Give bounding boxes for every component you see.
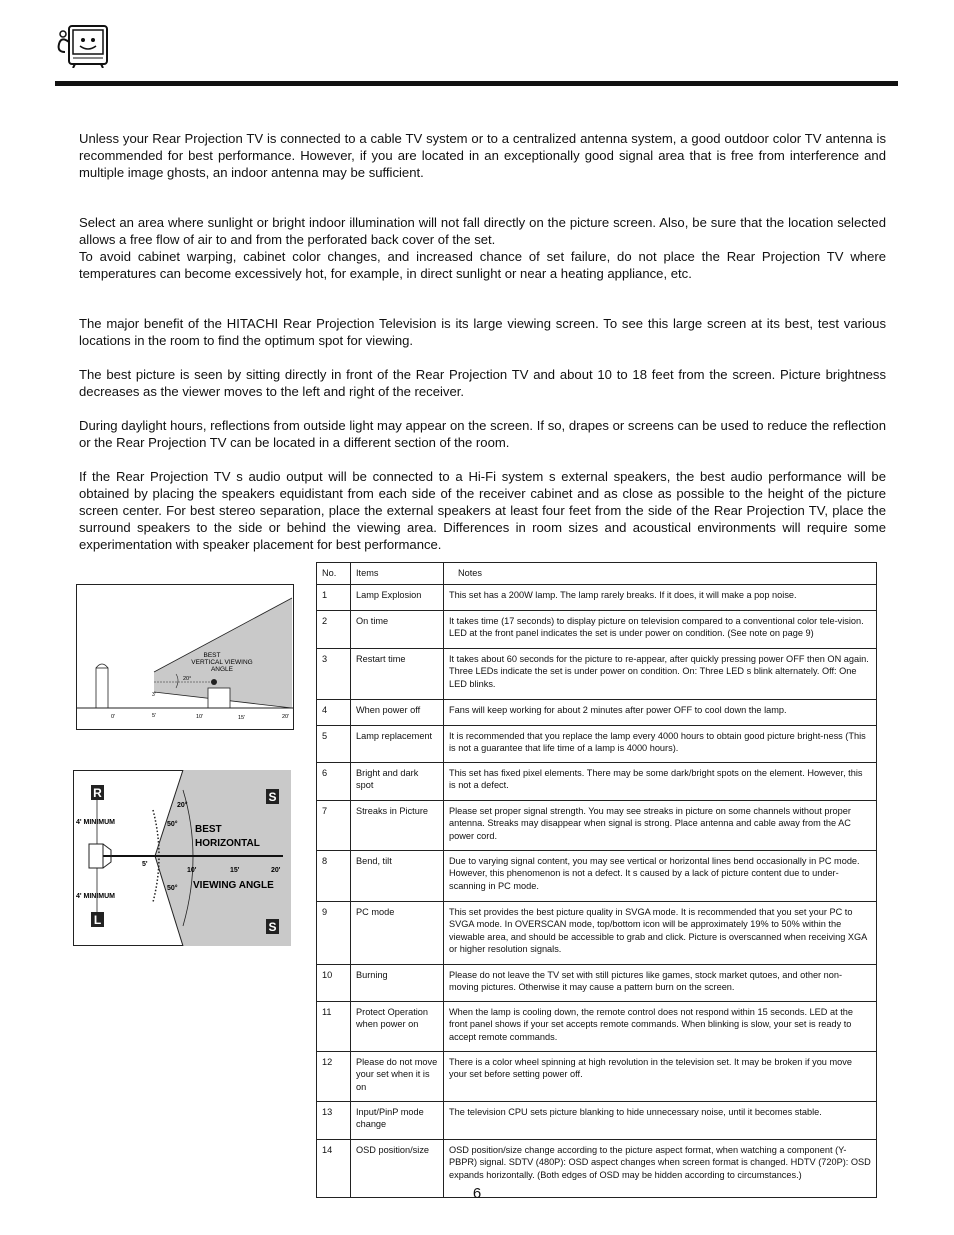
row-item: Input/PinP mode change	[351, 1101, 444, 1139]
header-notes: Notes	[444, 563, 877, 585]
angle-20-label: 20°	[177, 802, 188, 809]
header-rule	[55, 81, 898, 86]
row-number: 4	[317, 699, 351, 725]
height-3ft: 3'	[152, 692, 156, 698]
speaker-s-top-label: S	[268, 790, 277, 804]
row-item: Streaks in Picture	[351, 800, 444, 850]
table-row	[317, 1101, 877, 1139]
table-row	[317, 725, 877, 762]
row-number: 12	[317, 1051, 351, 1101]
table-header-row	[317, 563, 877, 585]
row-number: 14	[317, 1139, 351, 1197]
horizontal-viewing-angle-figure	[73, 770, 291, 946]
row-item: Bend, tilt	[351, 850, 444, 901]
tick-10: 10'	[196, 714, 204, 720]
paragraph-audio: If the Rear Projection TV s audio output will be connected to a Hi-Fi system s external speakers, the best audio performance will be obtained by placing the speakers equidistant from each side of the receiver cabinet and as close as possible to the height of the picture screen center. For best stereo separation, place the external speakers at least four feet from the side of the Rear Projection TV, place the surround speakers to the side or behind the viewing area. Differences in room sizes and acoustical environments will require some experimentation with speaker placement for best performance.	[79, 469, 886, 552]
minimum-bottom-label: 4' MINIMUM	[76, 893, 115, 900]
row-item: Protect Operation when power on	[351, 1001, 444, 1051]
row-number: 3	[317, 648, 351, 699]
dist-20-label: 20'	[271, 867, 281, 874]
table-row	[317, 762, 877, 800]
paragraph-best-picture: The best picture is seen by sitting directly in front of the Rear Projection TV and about 10 to 18 feet from the screen. Picture brightness decreases as the viewer moves to the left and right of the receiver.	[79, 367, 886, 399]
row-number: 9	[317, 901, 351, 964]
table-row	[317, 584, 877, 610]
paragraph-location: Select an area where sunlight or bright indoor illumination will not fall directly on the picture screen. Also, be sure that the location selected allows a free flow of air to and from the perforated back cover of the set.	[79, 215, 886, 247]
table-row	[317, 699, 877, 725]
angle-50-top-label: 50°	[167, 821, 178, 828]
row-note: Please do not leave the TV set with still pictures like games, stock market qutoes, and other non-moving pictures. Otherwise it may cause a pattern burn on the screen.	[444, 964, 877, 1001]
label-best-h: BEST	[195, 824, 222, 835]
row-note: OSD position/size change according to the picture aspect format, when watching a component (Y-PBPR) signal. SDTV (480P): OSD aspect changes when screen format is changed. HDTV (720P): OSD expands horizontally. (Both edges of OSD may be hidden according to circumstances.)	[444, 1139, 877, 1197]
row-item: When power off	[351, 699, 444, 725]
row-note: It takes about 60 seconds for the picture to re-appear, after quickly pressing power OFF then ON again. Three LEDs indicate the set is under power on condition. On: Three LED s blink alternately. Off: One LED blinks.	[444, 648, 877, 699]
row-note: The television CPU sets picture blanking to hide unnecessary noise, until it becomes stable.	[444, 1101, 877, 1139]
row-number: 10	[317, 964, 351, 1001]
angle-20: 20°	[183, 676, 192, 682]
label-angle: ANGLE	[210, 666, 234, 673]
row-number: 6	[317, 762, 351, 800]
angle-50-bottom-label: 50°	[167, 885, 178, 892]
row-number: 1	[317, 584, 351, 610]
tick-5: 5'	[152, 713, 157, 719]
row-number: 7	[317, 800, 351, 850]
notes-table	[316, 562, 877, 1198]
row-item: Burning	[351, 964, 444, 1001]
table-row	[317, 964, 877, 1001]
header-items: Items	[351, 563, 444, 585]
dist-10-label: 10'	[187, 867, 197, 874]
label-horizontal: HORIZONTAL	[195, 838, 260, 849]
row-note: Fans will keep working for about 2 minutes after power OFF to cool down the lamp.	[444, 699, 877, 725]
speaker-s-bottom-label: S	[268, 920, 277, 934]
row-note: It takes time (17 seconds) to display picture on television compared to a conventional color tele-vision. LED at the front panel indicates the set is under power on condition. (See note on page 9)	[444, 610, 877, 648]
body-text	[79, 130, 886, 553]
paragraph-antenna: Unless your Rear Projection TV is connected to a cable TV system or to a centralized antenna system, a good outdoor color TV antenna is recommended for best performance. However, if you are located in an exceptionally good signal area that is free from interference and multiple image ghosts, an indoor antenna may be sufficient.	[79, 131, 886, 180]
paragraph-warping: To avoid cabinet warping, cabinet color changes, and increased chance of set failure, do not place the Rear Projection TV where temperatures can become excessively hot, for example, in direct sunlight or near a heating appliance, etc.	[79, 249, 886, 281]
table-row	[317, 610, 877, 648]
tick-0: 0'	[111, 714, 116, 720]
row-note: Please set proper signal strength. You may see streaks in picture on some channels without proper antenna. Streaks may disappear when signal is strong. Place antenna and cable away from the AC power cord.	[444, 800, 877, 850]
vertical-viewing-angle-figure	[76, 584, 294, 730]
row-item: Lamp Explosion	[351, 584, 444, 610]
row-note: There is a color wheel spinning at high revolution in the television set. It may be broken if you move your set before setting power off.	[444, 1051, 877, 1101]
row-item: On time	[351, 610, 444, 648]
row-number: 2	[317, 610, 351, 648]
row-item: Lamp replacement	[351, 725, 444, 762]
tv-mascot-logo	[55, 22, 109, 68]
paragraph-benefit: The major benefit of the HITACHI Rear Projection Television is its large viewing screen. To see this large screen at its best, test various locations in the room to find the optimum spot for viewing.	[79, 316, 886, 348]
row-note: This set provides the best picture quality in SVGA mode. It is recommended that you set your PC to SVGA mode. In OVERSCAN mode, top/bottom icon will be approximately 19% to 50% within the viewable area, and should be accessible to grab and click. Picture is overscanned when receiving XGA or higher resolution signals.	[444, 901, 877, 964]
table-row	[317, 901, 877, 964]
row-note: This set has fixed pixel elements. There may be some dark/bright spots on the element. However, this is not a defect.	[444, 762, 877, 800]
label-viewing-angle: VIEWING ANGLE	[193, 880, 274, 891]
row-item: OSD position/size	[351, 1139, 444, 1197]
header-no: No.	[317, 563, 351, 585]
row-number: 8	[317, 850, 351, 901]
row-note: Due to varying signal content, you may see vertical or horizontal lines bend occasionally in PC mode. However, this phenomenon is not a defect. It s caused by a lack of picture content due to under-scanning in PC mode.	[444, 850, 877, 901]
row-note: It is recommended that you replace the lamp every 4000 hours to obtain good picture bright-ness (This is not a guarantee that life time of a lamp is 4000 hours).	[444, 725, 877, 762]
paragraph-daylight: During daylight hours, reflections from outside light may appear on the screen. If so, drapes or screens can be used to reduce the reflection or the Rear Projection TV can be located in a different section of the room.	[79, 418, 886, 450]
label-vertical-viewing: VERTICAL VIEWING	[191, 659, 253, 666]
row-item: Please do not move your set when it is on	[351, 1051, 444, 1101]
dist-5-label: 5'	[142, 861, 148, 868]
tick-20: 20'	[282, 714, 290, 720]
tick-15: 15'	[238, 715, 246, 721]
table-row	[317, 1001, 877, 1051]
table-row	[317, 1051, 877, 1101]
minimum-top-label: 4' MINIMUM	[76, 819, 115, 826]
table-row	[317, 648, 877, 699]
row-number: 13	[317, 1101, 351, 1139]
row-note: When the lamp is cooling down, the remote control does not respond within 15 seconds. LED at the front panel shows if your set accepts remote commands. When blinking is slow, your set is ready to accept remote commands.	[444, 1001, 877, 1051]
row-number: 11	[317, 1001, 351, 1051]
table-row	[317, 850, 877, 901]
page-number: 6	[472, 1185, 482, 1202]
dist-15-label: 15'	[230, 867, 240, 874]
row-note: This set has a 200W lamp. The lamp rarely breaks. If it does, it will make a pop noise.	[444, 584, 877, 610]
table-row	[317, 800, 877, 850]
row-item: Restart time	[351, 648, 444, 699]
row-number: 5	[317, 725, 351, 762]
row-item: Bright and dark spot	[351, 762, 444, 800]
label-best: BEST	[203, 652, 221, 659]
row-item: PC mode	[351, 901, 444, 964]
speaker-r-label: R	[93, 786, 102, 800]
speaker-l-label: L	[93, 913, 102, 927]
